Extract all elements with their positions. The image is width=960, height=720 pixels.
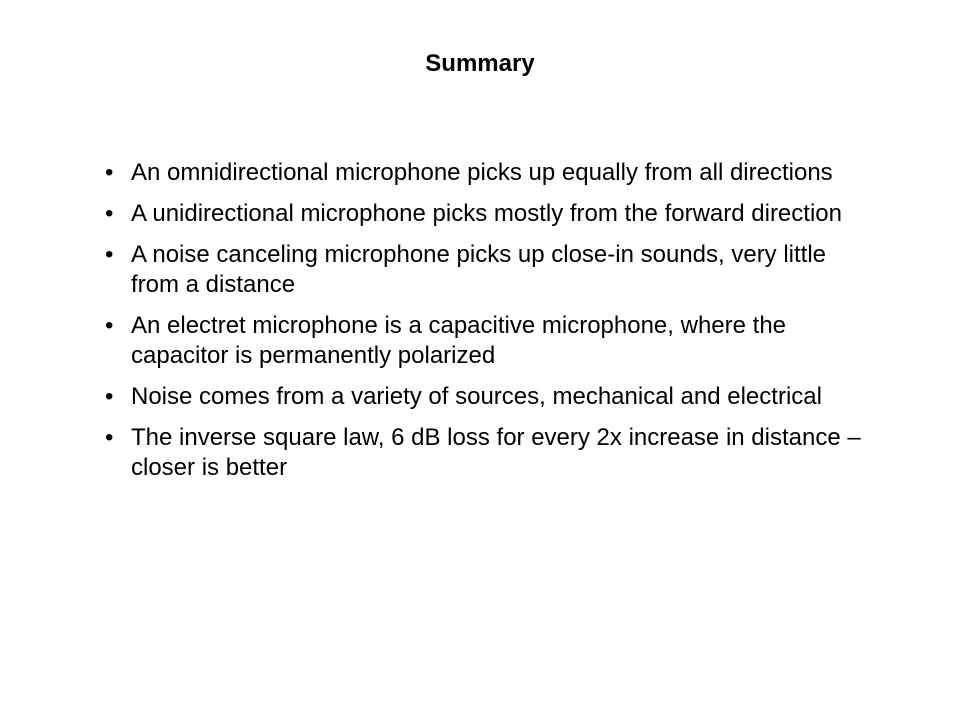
- bullet-text: An electret microphone is a capacitive microphone, where the capacitor is permanently polarized: [131, 312, 787, 369]
- bullet-item: [105, 423, 865, 483]
- bullet-item: [105, 382, 865, 412]
- bullet-item: [105, 311, 865, 371]
- bullet-list: [105, 158, 865, 494]
- bullet-dot-icon: •: [105, 159, 114, 186]
- bullet-item: [105, 240, 865, 300]
- bullet-dot-icon: •: [105, 241, 114, 268]
- bullet-text: Noise comes from a variety of sources, mechanical and electrical: [131, 383, 822, 410]
- bullet-text: A noise canceling microphone picks up close-in sounds, very little from a distance: [131, 241, 827, 298]
- bullet-item: [105, 158, 865, 188]
- bullet-text: A unidirectional microphone picks mostly from the forward direction: [131, 200, 842, 227]
- bullet-text: The inverse square law, 6 dB loss for every 2x increase in distance – closer is better: [131, 424, 861, 481]
- bullet-dot-icon: •: [105, 424, 114, 451]
- bullet-item: [105, 199, 865, 229]
- bullet-dot-icon: •: [105, 312, 114, 339]
- bullet-text: An omnidirectional microphone picks up equally from all directions: [131, 159, 833, 186]
- slide-title: Summary: [425, 50, 535, 77]
- bullet-dot-icon: •: [105, 200, 114, 227]
- bullet-dot-icon: •: [105, 383, 114, 410]
